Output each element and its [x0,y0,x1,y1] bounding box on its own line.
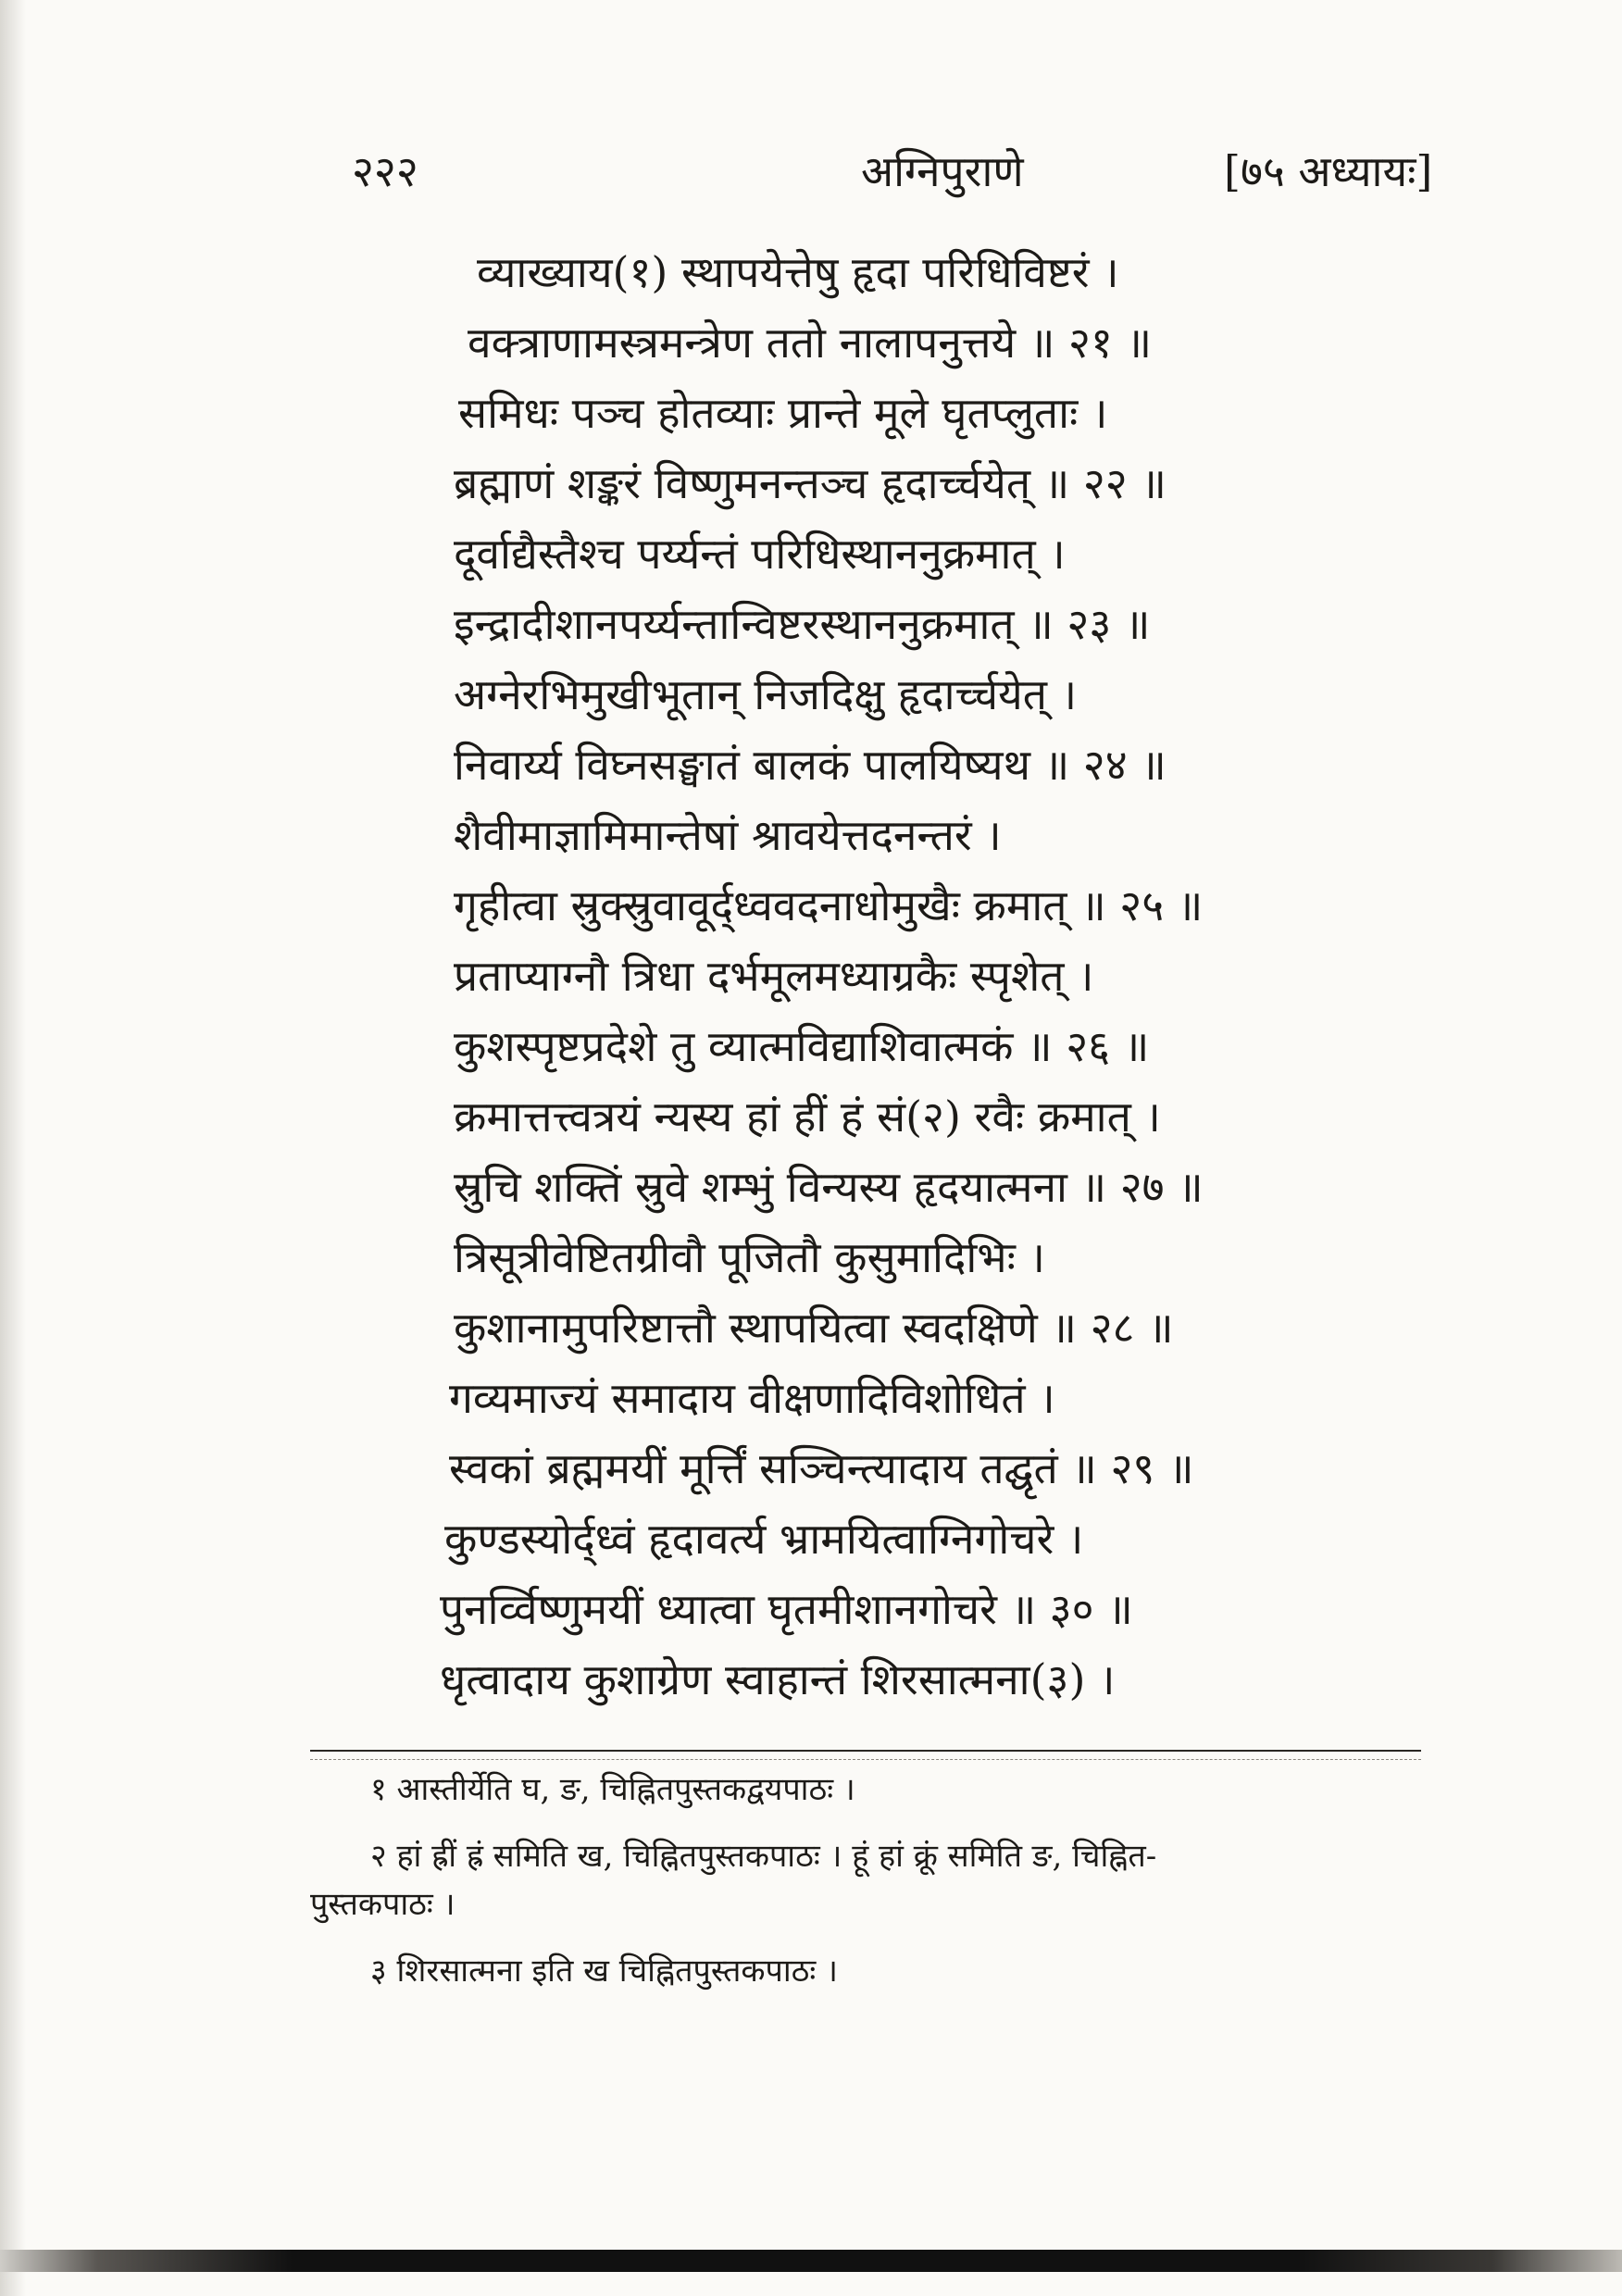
verse-line: त्रिसूत्रीवेष्टितग्रीवौ पूजितौ कुसुमादिभिः । [454,1232,1045,1282]
footnote-2-continued: पुस्तकपाठः । [310,1886,455,1923]
verse-line: व्याख्याय(१) स्थापयेत्तेषु हृदा परिधिविष्टरं । [477,247,1119,297]
verse-line: शैवीमाज्ञामिमान्तेषां श्रावयेत्तदनन्तरं । [454,810,1002,860]
verse-line: पुनर्व्विष्णुमयीं ध्यात्वा घृतमीशानगोचरे ॥ ३० ॥ [440,1584,1133,1634]
verse-line: स्वकां ब्रह्ममयीं मूर्त्तिं सञ्चिन्त्यादाय तद्घृतं ॥ २९ ॥ [449,1443,1194,1493]
footnote-3: ३ शिरसात्मना इति ख चिह्नितपुस्तकपाठः । [370,1953,838,1990]
running-title: अग्निपुराणे [861,146,1024,196]
verse-line: कुशस्पृष्टप्रदेशे तु व्यात्मविद्याशिवात्मकं ॥ २६ ॥ [454,1021,1150,1071]
verse-line: ब्रह्माणं शङ्करं विष्णुमनन्तञ्च हृदार्च्चयेत् ॥ २२ ॥ [454,458,1167,508]
verse-line: क्रमात्तत्त्वत्रयं न्यस्य हां हीं हं सं(२) रवैः क्रमात् । [454,1092,1161,1142]
verse-line: स्रुचि शक्तिं स्रुवे शम्भुं विन्यस्य हृदयात्मना ॥ २७ ॥ [454,1162,1204,1212]
verse-line: इन्द्रादीशानपर्य्यन्तान्विष्टरस्थाननुक्रमात् ॥ २३ ॥ [454,599,1151,649]
scan-bottom-edge [0,2250,1622,2272]
verse-line: अग्नेरभिमुखीभूतान् निजदिक्षु हृदार्च्चयेत् । [454,669,1078,719]
verse-line: वक्त्राणामस्त्रमन्त्रेण ततो नालापनुत्तये ॥ २१ ॥ [468,318,1153,368]
page-number: २२२ [352,146,418,196]
scan-edge-shadow [0,0,26,2296]
footnote-divider [310,1750,1421,1752]
verse-line: गृहीत्वा स्रुक्स्रुवावूर्द्ध्ववदनाधोमुखैः क्रमात् ॥ २५ ॥ [454,880,1204,930]
footnote-2: २ हां ह्रीं ह्रं समिति ख, चिह्नितपुस्तकपाठः । हूं हां क्रूं समिति ङ, चिह्नित- [370,1838,1157,1875]
verse-line: दूर्वाद्यैस्तैश्च पर्य्यन्तं परिधिस्थाननुक्रमात् । [454,529,1066,579]
verse-line: धृत्वादाय कुशाग्रेण स्वाहान्तं शिरसात्मना(३) । [440,1654,1116,1704]
chapter-label: [७५ अध्यायः] [1224,146,1433,196]
verse-line: गव्यमाज्यं समादाय वीक्षणादिविशोधितं । [449,1373,1055,1423]
verse-line: निवार्य्य विघ्नसङ्घातं बालकं पालयिष्यथ ॥ २४ ॥ [454,740,1167,790]
verse-line: प्रताप्याग्नौ त्रिधा दर्भमूलमध्याग्रकैः स्पृशेत् । [454,951,1094,1001]
verse-line: समिधः पञ्च होतव्याः प्रान्ते मूले घृतप्लुताः । [458,388,1108,438]
verse-line: कुशानामुपरिष्टात्तौ स्थापयित्वा स्वदक्षिणे ॥ २८ ॥ [454,1303,1174,1353]
verse-line: कुण्डस्योर्द्ध्वं हृदावर्त्य भ्रामयित्वाग्निगोचरे । [444,1514,1084,1564]
footnote-1: १ आस्तीर्येति घ, ङ, चिह्नितपुस्तकद्वयपाठः । [370,1771,855,1808]
page-header [0,139,1622,204]
